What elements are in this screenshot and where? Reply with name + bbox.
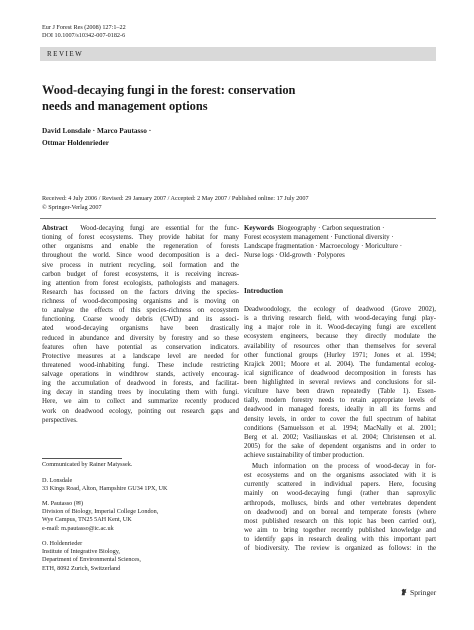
copyright-line: © Springer-Verlag 2007 bbox=[42, 203, 102, 211]
doi: DOI 10.1007/s10342-007-0182-6 bbox=[42, 31, 126, 39]
abstract-line: carbon budget of forest ecosystems, it is receiving increas- bbox=[42, 270, 239, 278]
keywords-line: Forest ecosystem management · Functional diversity · bbox=[244, 234, 394, 242]
abstract-line: ing decay in standing trees by inoculating them with fungi. bbox=[42, 389, 239, 397]
section-label: REVIEW bbox=[47, 50, 84, 58]
abstract-line: threatened wood-inhabiting fungi. These include restricting bbox=[42, 361, 239, 369]
abstract-line: salvage operations in windthrow stands, actively encourag- bbox=[42, 371, 239, 378]
publisher-name: Springer bbox=[410, 588, 437, 597]
intro-line: ecosystem engineers, because they directly modulate the bbox=[244, 333, 436, 341]
affiliation-holdenrieder bbox=[42, 540, 239, 573]
intro-line: Deadwoodology, the ecology of deadwood (Grove 2002), bbox=[244, 306, 436, 313]
affiliation-line: M. Pautasso (✉) bbox=[42, 500, 84, 507]
intro-line: most published research on this topic has been carried out), bbox=[244, 517, 436, 525]
affiliation-line: Wye Campus, TN25 5AH Kent, UK bbox=[42, 516, 132, 524]
journal-reference bbox=[42, 24, 126, 39]
abstract-line: Abstract Wood-decaying fungi are essential for the func- bbox=[42, 225, 239, 232]
abstract-line: tioning of forest ecosystems. They provide habitat for many bbox=[42, 234, 239, 242]
authors bbox=[42, 125, 342, 148]
affiliation-line: Institute of Integrative Biology, bbox=[42, 548, 120, 556]
article-title bbox=[42, 83, 402, 114]
abstract-line: functioning. Coarse woody debris (CWD) and its associ- bbox=[42, 316, 239, 324]
email-link[interactable]: e-mail: m.pautasso@ic.ac.uk bbox=[42, 524, 114, 532]
affiliation-line: Department of Environmental Sciences, bbox=[42, 556, 141, 564]
footnote-divider bbox=[42, 458, 122, 459]
abstract-line: work on deadwood ecology, pointing out research gaps and bbox=[42, 407, 239, 415]
abstract-line: Protective measures at a landscape level are needed for bbox=[42, 352, 239, 360]
title-line: Wood-decaying fungi in the forest: conservation bbox=[42, 83, 296, 97]
keywords-line: Nurse logs · Old-growth · Polypores bbox=[244, 252, 345, 260]
publisher-mark bbox=[400, 588, 436, 597]
authors-line: David Lonsdale · Marco Pautasso · bbox=[42, 126, 152, 135]
journal-citation: Eur J Forest Res (2008) 127:1–22 bbox=[42, 24, 126, 31]
affiliation-lonsdale bbox=[42, 477, 239, 493]
keywords bbox=[244, 224, 436, 261]
intro-line: arthropods, molluscs, birds and other vertebrates dependent bbox=[244, 499, 436, 507]
section-label-bar bbox=[40, 47, 436, 61]
affiliation-line: ETH, 8092 Zurich, Switzerland bbox=[42, 564, 121, 572]
intro-line: of biodiversity. The review is organized as follows: in the bbox=[244, 545, 436, 553]
intro-line: Berg et al. 2002; Vasiliauskas et al. 2004; Christensen et al. bbox=[244, 433, 436, 441]
abstract-line: ated wood-decaying organisms have been drastically bbox=[42, 325, 239, 333]
intro-line: est ecosystems and on the organisms associated with it is bbox=[244, 472, 436, 480]
introduction-paragraph-1 bbox=[244, 305, 436, 460]
intro-line: we aim to bring together recently published knowledge and bbox=[244, 526, 436, 534]
publication-history bbox=[42, 195, 442, 212]
springer-horse-icon bbox=[400, 588, 408, 596]
abstract-line: richness of wood-decomposing organisms and is moving on bbox=[42, 298, 239, 305]
abstract-line: sive process in nutrient recycling, soil formation and the bbox=[42, 261, 239, 269]
introduction-paragraph-2 bbox=[244, 462, 436, 553]
affiliation-line: O. Holdenrieder bbox=[42, 540, 83, 547]
abstract-line: perspectives. bbox=[42, 416, 78, 424]
intro-line: been highlighted in several reviews and conclusions for sil- bbox=[244, 379, 436, 386]
abstract-line: other organisms and enable the regeneration of forests bbox=[42, 243, 239, 251]
abstract-line: Here, we aim to collect and summarize recently produced bbox=[42, 398, 239, 406]
intro-line: Krajick 2001; Moore et al. 2004). The fundamental ecolog- bbox=[244, 360, 436, 368]
affiliation-pautasso bbox=[42, 500, 239, 533]
abstract-line: reduced in abundance and diversity by forestry and so these bbox=[42, 334, 239, 342]
intro-line: on deadwood) and on boreal and temperate forests (where bbox=[244, 508, 436, 516]
intro-line: currently scattered in individual papers. Here, focusing bbox=[244, 481, 436, 489]
intro-line: density levels, in order to cover the full spectrum of habitat bbox=[244, 415, 436, 423]
intro-line: tially, modern forestry needs to retain appropriate levels of bbox=[244, 397, 436, 405]
affiliation-line: Division of Biology, Imperial College London, bbox=[42, 508, 159, 516]
dates-line: Received: 4 July 2006 / Revised: 29 January 2007 / Accepted: 2 May 2007 / Published online: 17 July 2007 bbox=[42, 195, 309, 202]
intro-line: 2005) for the sake of dependent organisms and in order to bbox=[244, 442, 436, 450]
abstract-line: to analyse the effects of this species-richness on ecosystem bbox=[42, 307, 239, 315]
header-divider bbox=[40, 218, 436, 219]
intro-line: conditions (Samuelsson et al. 1994; MacNally et al. 2001; bbox=[244, 424, 436, 432]
abstract-line: ing attention from forest ecologists, pathologists and managers. bbox=[42, 279, 239, 287]
intro-line: to identify gaps in research dealing with this important part bbox=[244, 536, 436, 543]
abstract-line: features often have potential as conservation indicators. bbox=[42, 343, 239, 351]
intro-line: ical significance of deadwood decomposition in forests has bbox=[244, 369, 436, 377]
introduction-heading: Introduction bbox=[244, 287, 284, 295]
intro-line: achieve sustainability of timber production. bbox=[244, 452, 364, 459]
intro-line: mainly on wood-decaying fungi (rather than saproxylic bbox=[244, 490, 436, 498]
keywords-line: Landscape fragmentation · Macroecology · Moriculture · bbox=[244, 243, 403, 251]
intro-line: Much information on the process of wood-decay in for- bbox=[252, 463, 436, 470]
intro-line: deadwood in managed forests, ideally in all its forms and bbox=[244, 406, 436, 414]
intro-line: availability of resources other than themselves for several bbox=[244, 342, 436, 350]
keywords-heading: Keywords bbox=[244, 225, 274, 232]
abstract bbox=[42, 224, 239, 425]
intro-line: is a thriving research field, with wood-decaying fungi play- bbox=[244, 315, 436, 323]
abstract-line: Research has focussed on the factors driving the species- bbox=[42, 288, 239, 296]
intro-line: other functional groups (Hurley 1971; Jones et al. 1994; bbox=[244, 351, 436, 359]
intro-line: viculture have been drawn repeatedly (Table 1). Essen- bbox=[244, 388, 436, 396]
authors-line: Ottmar Holdenrieder bbox=[42, 137, 109, 147]
abstract-line: ing the accumulation of deadwood in forests, and facilitat- bbox=[42, 380, 239, 388]
keywords-line: Keywords Biogeography · Carbon sequestration · bbox=[244, 225, 385, 232]
abstract-line: throughout the world. Since wood decomposition is a deci- bbox=[42, 252, 239, 260]
affiliation-line: D. Lonsdale bbox=[42, 477, 73, 484]
abstract-heading: Abstract bbox=[42, 225, 68, 232]
affiliation-line: 33 Kings Road, Alton, Hampshire GU34 1PX, UK bbox=[42, 485, 168, 493]
title-line: needs and management options bbox=[42, 98, 208, 113]
intro-line: ing a major role in it. Wood-decaying fungi are excellent bbox=[244, 324, 436, 332]
communicated-by: Communicated by Rainer Matyssek. bbox=[42, 461, 133, 468]
